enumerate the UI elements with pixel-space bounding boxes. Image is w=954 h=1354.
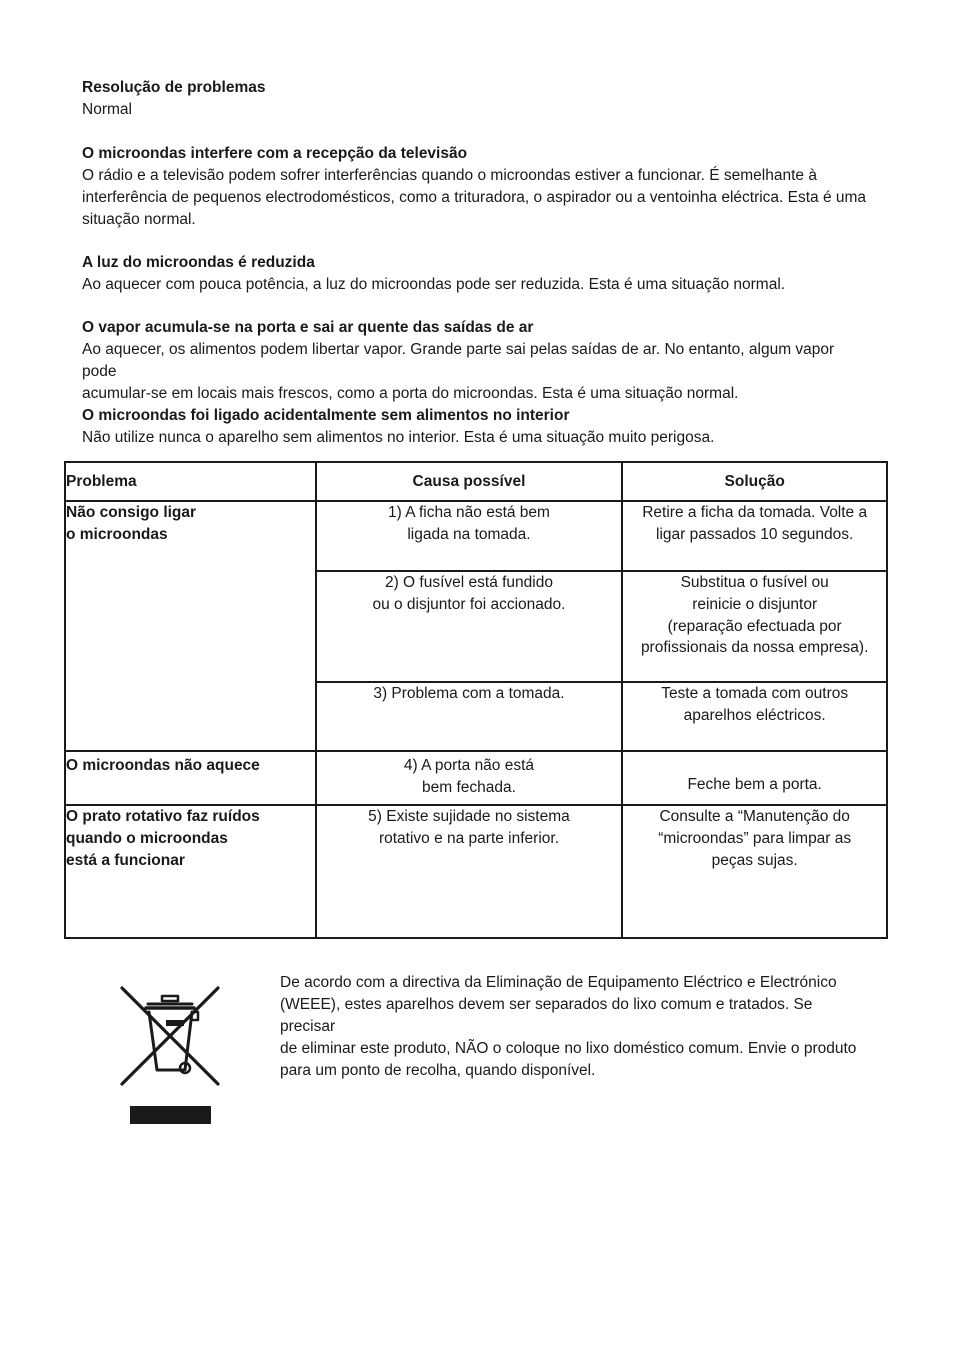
section-title: A luz do microondas é reduzida bbox=[82, 254, 315, 271]
solution-cell: Consulte a “Manutenção do “microondas” para limpar as peças sujas. bbox=[622, 805, 887, 938]
header-cause: Causa possível bbox=[316, 462, 623, 501]
solution-cell: Substitua o fusível ou reinicie o disjuntor (reparação efectuada por profissionais da nossa empresa). bbox=[622, 571, 887, 682]
section-tv-interference bbox=[82, 143, 872, 231]
section-title: O microondas foi ligado acidentalmente sem alimentos no interior bbox=[82, 407, 570, 424]
cause-cell: 5) Existe sujidade no sistema rotativo e na parte inferior. bbox=[316, 805, 623, 938]
table-row bbox=[65, 751, 887, 805]
section-steam-door bbox=[82, 317, 872, 405]
section-text: Ao aquecer, os alimentos podem libertar vapor. Grande parte sai pelas saídas de ar. No entanto, algum vapor pode acumular-se em locais mais frescos, como a porta do microondas. Esta é uma situação normal. bbox=[82, 341, 835, 402]
section-empty-operation bbox=[82, 405, 872, 449]
section-title: O vapor acumula-se na porta e sai ar quente das saídas de ar bbox=[82, 319, 534, 336]
problem-cell: O prato rotativo faz ruídos quando o microondas está a funcionar bbox=[65, 805, 316, 938]
section-text: O rádio e a televisão podem sofrer interferências quando o microondas estiver a funcionar. É semelhante à interferência de pequenos electrodomésticos, como a trituradora, o aspirador ou a ventoinha eléctrica. Esta é uma situação normal. bbox=[82, 167, 867, 228]
section-text: Normal bbox=[82, 101, 132, 118]
troubleshooting-table bbox=[64, 461, 888, 939]
section-title: O microondas interfere com a recepção da televisão bbox=[82, 145, 468, 162]
problem-cell: O microondas não aquece bbox=[65, 751, 316, 805]
section-title: Resolução de problemas bbox=[82, 79, 266, 96]
table-row bbox=[65, 501, 887, 571]
section-text: Ao aquecer com pouca potência, a luz do microondas pode ser reduzida. Esta é uma situação normal. bbox=[82, 276, 786, 293]
solution-cell: Feche bem a porta. bbox=[622, 751, 887, 805]
problem-cell: Não consigo ligar o microondas bbox=[65, 501, 316, 751]
cause-cell: 4) A porta não está bem fechada. bbox=[316, 751, 623, 805]
cause-cell: 1) A ficha não está bem ligada na tomada. bbox=[316, 501, 623, 571]
header-solution: Solução bbox=[622, 462, 887, 501]
header-problem: Problema bbox=[65, 462, 316, 501]
cause-cell: 2) O fusível está fundido ou o disjuntor foi accionado. bbox=[316, 571, 623, 682]
section-text: Não utilize nunca o aparelho sem alimentos no interior. Esta é uma situação muito perigosa. bbox=[82, 429, 715, 446]
solution-cell: Teste a tomada com outros aparelhos eléctricos. bbox=[622, 682, 887, 751]
section-reduced-light bbox=[82, 252, 872, 296]
solution-cell: Retire a ficha da tomada. Volte a ligar passados 10 segundos. bbox=[622, 501, 887, 571]
section-troubleshooting-normal bbox=[82, 77, 872, 121]
weee-notice-text: De acordo com a directiva da Eliminação de Equipamento Eléctrico e Electrónico (WEEE), estes aparelhos devem ser separados do lixo comum e tratados. Se precisar de eliminar este produto, NÃO o coloque no lixo doméstico comum. Envie o produto para um ponto de recolha, quando disponível. bbox=[280, 974, 857, 1079]
table-row bbox=[65, 805, 887, 938]
cause-cell: 3) Problema com a tomada. bbox=[316, 682, 623, 751]
table-header-row bbox=[65, 462, 887, 501]
crossed-out-wheelie-bin-icon bbox=[118, 982, 222, 1128]
